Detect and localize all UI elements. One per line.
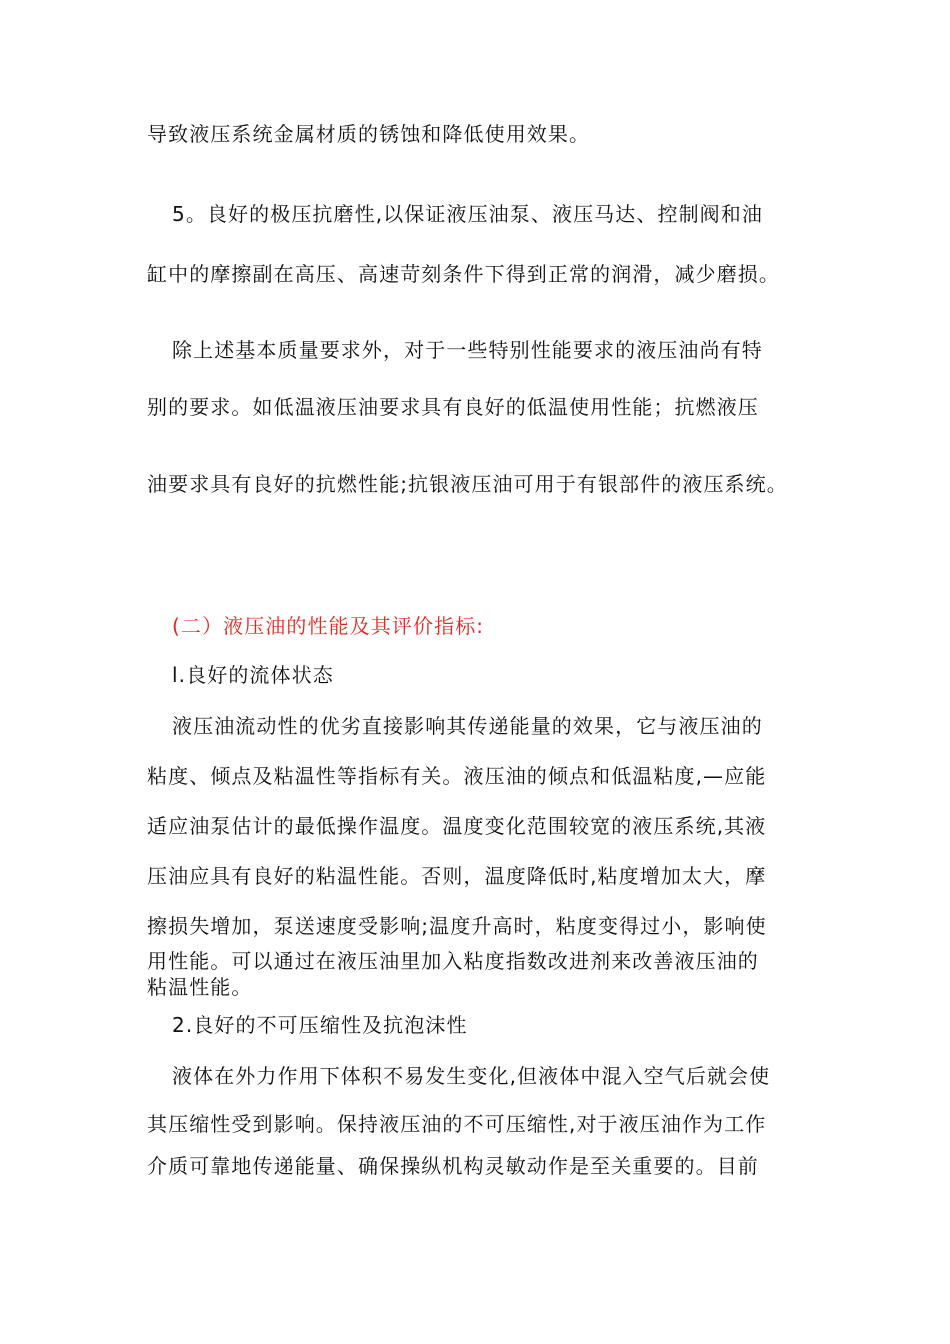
subheading-2: 2.良好的不可压缩性及抗泡沫性 — [172, 1013, 468, 1037]
section-heading: (二）液压油的性能及其评价指标: — [172, 614, 485, 638]
text-line-3: 缸中的摩擦副在高压、高速苛刻条件下得到正常的润滑，减少磨损。 — [147, 262, 780, 286]
text-line-4: 除上述基本质量要求外，对于一些特别性能要求的液压油尚有特 — [172, 338, 763, 362]
text-line-1: 导致液压系统金属材质的锈蚀和降低使用效果。 — [147, 122, 591, 146]
text-line-15: 粘温性能。 — [147, 975, 253, 999]
text-line-19: 介质可靠地传递能量、确保操纵机构灵敏动作是至关重要的。目前 — [147, 1154, 759, 1178]
text-line-2: 5。良好的极压抗磨性,以保证液压油泵、液压马达、控制阀和油 — [172, 202, 763, 226]
text-line-9: 液压油流动性的优劣直接影响其传递能量的效果，它与液压油的 — [172, 714, 763, 738]
text-line-6: 油要求具有良好的抗燃性能;抗银液压油可用于有银部件的液压系统。 — [147, 472, 788, 496]
text-line-14: 用性能。可以通过在液压油里加入粘度指数改进剂来改善液压油的 — [147, 949, 759, 973]
text-line-17: 液体在外力作用下体积不易发生变化,但液体中混入空气后就会使 — [172, 1064, 771, 1088]
text-line-12: 压油应具有良好的粘温性能。否则，温度降低时,粘度增加太大，摩 — [147, 864, 767, 888]
text-line-10: 粘度、倾点及粘温性等指标有关。液压油的倾点和低温粘度,—应能 — [147, 764, 767, 788]
subheading-1: l.良好的流体状态 — [172, 663, 334, 687]
text-line-5: 别的要求。如低温液压油要求具有良好的低温使用性能；抗燃液压 — [147, 395, 759, 419]
text-line-11: 适应油泵估计的最低操作温度。温度变化范围较宽的液压系统,其液 — [147, 814, 767, 838]
text-line-18: 其压缩性受到影响。保持液压油的不可压缩性,对于液压油作为工作 — [147, 1112, 767, 1136]
text-line-13: 擦损失增加，泵送速度受影响;温度升高时，粘度变得过小，影响使 — [147, 914, 767, 938]
